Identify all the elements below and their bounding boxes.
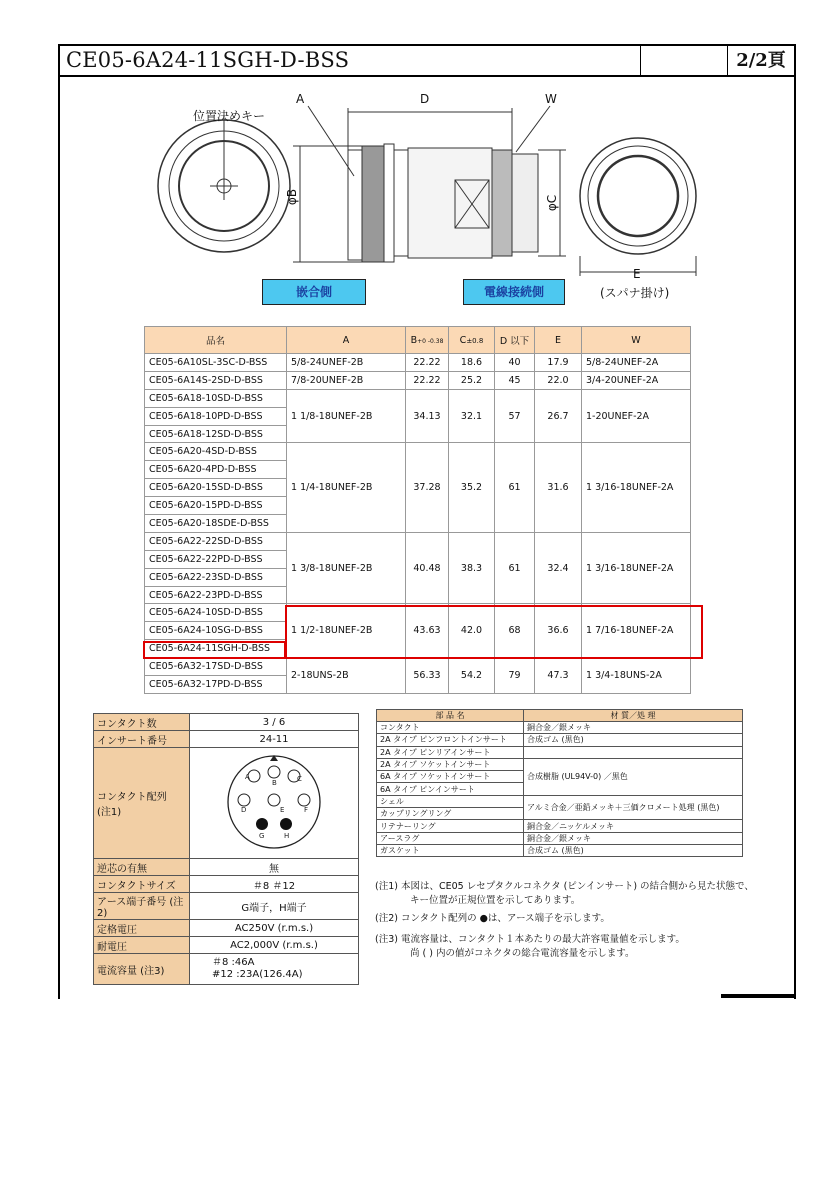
wire-side-label: 電線接続側 [463,279,565,305]
dim-c-cell: 25.2 [449,371,495,389]
col-a: A [287,327,406,354]
contact-count-label: コンタクト数 [94,714,190,731]
current-capacity-value [190,954,359,985]
contact-layout-label: コンタクト配列 [97,792,167,803]
document-title: CE05-6A24-11SGH-D-BSS [60,46,641,75]
material-row [377,746,743,758]
part-name-cell: CE05-6A10SL-3SC-D-BSS [145,354,287,372]
note-1 [375,880,754,908]
material-row [377,832,743,844]
part-name-cell: CE05-6A22-22SD-D-BSS [145,532,287,550]
dim-d-cell: 61 [495,532,535,604]
title-block [58,44,796,77]
contact-count-value: 3 / 6 [190,714,359,731]
col-b-label: B [410,334,418,346]
highlight-series-box [285,605,703,659]
earth-terminal-value: G端子，H端子 [190,893,359,920]
part-name-cell: CE05-6A24-10SG-D-BSS [145,622,287,640]
material-spec-cell: アルミ合金／亜鉛メッキ＋三価クロメート処理 (黒色) [524,795,743,820]
dim-c-cell: 38.3 [449,532,495,604]
material-spec-cell: 合成樹脂 (UL94V-0) ／黒色 [524,758,743,795]
current-capacity-label: 電流容量 (注3) [94,954,190,985]
dim-d-cell: 40 [495,354,535,372]
material-row [377,734,743,746]
dim-e-cell: 26.7 [535,389,582,443]
material-row [377,722,743,734]
spec-row [145,371,691,389]
dim-b-cell: 37.28 [406,443,449,532]
thread-a-cell: 7/8-20UNEF-2B [287,371,406,389]
contact-table [93,713,359,985]
part-name-cell: CE05-6A32-17PD-D-BSS [145,676,287,694]
dim-b-label: φB [285,188,300,206]
part-name-cell: CE05-6A24-10SD-D-BSS [145,604,287,622]
material-part-cell: シェル [377,795,524,807]
dim-d-cell: 45 [495,371,535,389]
material-table [376,709,743,857]
material-spec-cell-empty [524,746,743,758]
col-name: 品名 [145,327,287,354]
part-name-cell: CE05-6A18-10SD-D-BSS [145,389,287,407]
dim-b-cell: 43.63 [406,604,449,658]
material-body [377,722,743,857]
material-col-part: 部 品 名 [377,710,524,722]
pin-g-label: G [259,831,265,840]
part-name-cell: CE05-6A20-15SD-D-BSS [145,479,287,497]
dim-c-cell: 42.0 [449,604,495,658]
col-b [406,327,449,354]
part-name-cell: CE05-6A20-4SD-D-BSS [145,443,287,461]
rated-voltage-label: 定格電圧 [94,920,190,937]
withstand-voltage-value: AC2,000V (r.m.s.) [190,937,359,954]
current-capacity-12: #12 :23A(126.4A) [212,969,303,980]
dim-b-cell: 56.33 [406,658,449,694]
dim-d-cell: 61 [495,443,535,532]
note-3 [375,933,685,961]
dim-e-cell: 32.4 [535,532,582,604]
pin-e-label: E [280,805,285,814]
note-3-line-2: 尚 ( ) 内の値がコネクタの総合電流容量を示します。 [410,948,635,959]
dim-e-cell: 31.6 [535,443,582,532]
spec-header-row [145,327,691,354]
part-name-cell: CE05-6A14S-2SD-D-BSS [145,371,287,389]
material-part-cell: アースラグ [377,832,524,844]
pin-d-label: D [241,805,247,814]
part-name-cell: CE05-6A22-23PD-D-BSS [145,586,287,604]
dim-c-cell: 35.2 [449,443,495,532]
dim-e-cell: 22.0 [535,371,582,389]
spec-row [145,443,691,461]
contact-layout-diagram [224,752,324,852]
note-1-line-1: (注1) 本図は、CE05 レセプタクルコネクタ (ピンインサート) の結合側から見た状態で、 [375,881,754,892]
part-name-cell: CE05-6A22-23SD-D-BSS [145,568,287,586]
part-name-cell: CE05-6A20-4PD-D-BSS [145,461,287,479]
dim-e-cell: 36.6 [535,604,582,658]
thread-w-cell: 1 7/16-18UNEF-2A [582,604,691,658]
part-name-cell: CE05-6A18-10PD-D-BSS [145,407,287,425]
col-d: D 以下 [495,327,535,354]
material-part-cell: 6A タイプ ピンインサート [377,783,524,795]
rated-voltage-value: AC250V (r.m.s.) [190,920,359,937]
dim-c-label: φC [545,194,560,212]
thread-w-cell: 5/8-24UNEF-2A [582,354,691,372]
contact-size-label: コンタクトサイズ [94,876,190,893]
col-c-tol: ±0.8 [466,336,484,345]
contact-layout-note: (注1) [97,807,122,818]
col-c [449,327,495,354]
dim-a-label: A [296,92,305,106]
thread-a-cell: 1 3/8-18UNEF-2B [287,532,406,604]
part-name-cell: CE05-6A32-17SD-D-BSS [145,658,287,676]
thread-a-cell: 5/8-24UNEF-2B [287,354,406,372]
material-row [377,820,743,832]
material-spec-cell: 銅合金／銀メッキ [524,722,743,734]
part-name-cell: CE05-6A18-12SD-D-BSS [145,425,287,443]
dim-d-cell: 57 [495,389,535,443]
spec-row [145,658,691,676]
pin-b-label: B [272,778,277,787]
note-3-line-1: (注3) 電流容量は、コンタクト１本あたりの最大許容電量値を示します。 [375,934,685,945]
thread-w-cell: 1 3/16-18UNEF-2A [582,443,691,532]
dim-w-label: W [545,92,557,106]
spanner-label: (スパナ掛け) [600,286,670,300]
earth-terminal-label: アース端子番号 (注2) [94,893,190,920]
material-spec-cell: 銅合金／ニッケルメッキ [524,820,743,832]
mating-side-label: 嵌合側 [262,279,366,305]
material-row [377,795,743,807]
dim-e-cell: 17.9 [535,354,582,372]
material-spec-cell: 合成ゴム (黒色) [524,844,743,856]
material-part-cell: コンタクト [377,722,524,734]
pin-h-label: H [284,831,290,840]
material-part-cell: カップリングリング [377,808,524,820]
material-spec-cell: 銅合金／銀メッキ [524,832,743,844]
contact-layout-diagram-cell [190,748,359,859]
withstand-voltage-label: 耐電圧 [94,937,190,954]
material-part-cell: 2A タイプ ピンフロントインサート [377,734,524,746]
dim-b-cell: 34.13 [406,389,449,443]
thread-a-cell: 2-18UNS-2B [287,658,406,694]
material-spec-cell: 合成ゴム (黒色) [524,734,743,746]
material-part-cell: 6A タイプ ソケットインサート [377,771,524,783]
key-label: 位置決めキー [193,109,266,123]
material-part-cell: 2A タイプ ピンリアインサート [377,746,524,758]
insert-number-label: インサート番号 [94,731,190,748]
material-part-cell: リテナーリング [377,820,524,832]
part-name-cell: CE05-6A24-11SGH-D-BSS [145,640,287,658]
spec-row [145,354,691,372]
reverse-label: 逆芯の有無 [94,859,190,876]
thread-w-cell: 3/4-20UNEF-2A [582,371,691,389]
dim-b-cell: 40.48 [406,532,449,604]
highlight-part-box [143,641,286,659]
reverse-value: 無 [190,859,359,876]
col-c-label: C [459,334,467,346]
note-2: (注2) コンタクト配列の ●は、アース端子を示します。 [375,913,610,924]
col-e: E [535,327,582,354]
insert-number-value: 24-11 [190,731,359,748]
dim-d-cell: 68 [495,604,535,658]
note-1-line-2: キー位置が正規位置を示してあります。 [410,895,581,906]
thread-w-cell: 1-20UNEF-2A [582,389,691,443]
dim-e-label: E [633,267,641,281]
part-name-cell: CE05-6A20-15PD-D-BSS [145,497,287,515]
title-blank-cell [641,46,728,75]
thread-w-cell: 1 3/16-18UNEF-2A [582,532,691,604]
part-name-cell: CE05-6A20-18SDE-D-BSS [145,515,287,533]
contact-layout-label-cell [94,748,190,859]
bottom-bar [721,994,796,998]
dim-b-cell: 22.22 [406,354,449,372]
col-w: W [582,327,691,354]
dim-b-cell: 22.22 [406,371,449,389]
dim-e-cell: 47.3 [535,658,582,694]
dim-d-label: D [420,92,430,106]
pin-f-label: F [304,805,309,814]
spec-row [145,389,691,407]
part-name-cell: CE05-6A22-22PD-D-BSS [145,550,287,568]
pin-c-label: C [297,774,302,783]
contact-size-value: ＃8 ＃12 [190,876,359,893]
dim-c-cell: 18.6 [449,354,495,372]
thread-w-cell: 1 3/4-18UNS-2A [582,658,691,694]
pin-a-label: A [245,772,250,781]
dim-c-cell: 54.2 [449,658,495,694]
current-capacity-8: ＃8 :46A [212,957,255,968]
material-row [377,758,743,770]
spec-row [145,532,691,550]
material-part-cell: 2A タイプ ソケットインサート [377,758,524,770]
thread-a-cell: 1 1/8-18UNEF-2B [287,389,406,443]
thread-a-cell: 1 1/4-18UNEF-2B [287,443,406,532]
dim-c-cell: 32.1 [449,389,495,443]
col-b-tol: +0 -0.38 [417,337,444,345]
material-col-material: 材 質／処 理 [524,710,743,722]
page-number: 2/2頁 [736,50,786,71]
material-row [377,844,743,856]
dim-d-cell: 79 [495,658,535,694]
thread-a-cell: 1 1/2-18UNEF-2B [287,604,406,658]
material-part-cell: ガスケット [377,844,524,856]
